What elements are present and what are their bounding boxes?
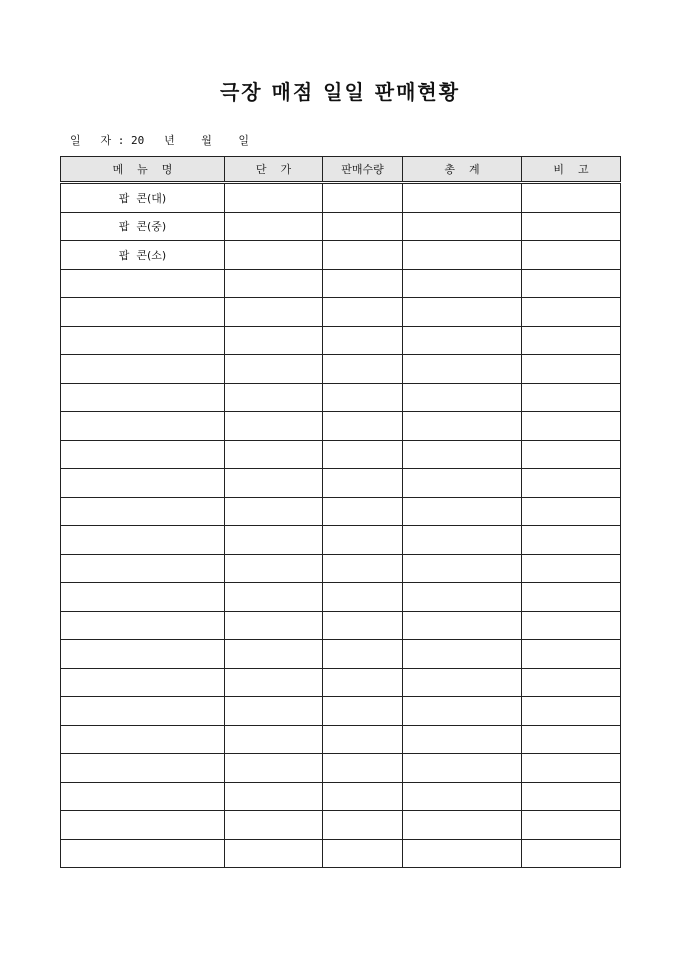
cell-menu-name[interactable]: 팝 콘(소): [61, 241, 225, 270]
cell-quantity[interactable]: [323, 212, 403, 241]
cell-remarks[interactable]: [522, 212, 621, 241]
cell-unit-price[interactable]: [225, 611, 323, 640]
cell-quantity[interactable]: [323, 355, 403, 384]
cell-quantity[interactable]: [323, 839, 403, 868]
cell-quantity[interactable]: [323, 554, 403, 583]
cell-total[interactable]: [403, 383, 522, 412]
cell-quantity[interactable]: [323, 440, 403, 469]
cell-menu-name[interactable]: [61, 640, 225, 669]
cell-remarks[interactable]: [522, 725, 621, 754]
table-row: [61, 782, 621, 811]
cell-unit-price[interactable]: [225, 212, 323, 241]
table-row: [61, 440, 621, 469]
cell-remarks[interactable]: [522, 269, 621, 298]
cell-menu-name[interactable]: [61, 668, 225, 697]
table-row: [61, 183, 621, 213]
cell-quantity[interactable]: [323, 469, 403, 498]
cell-total[interactable]: [403, 298, 522, 327]
table-row: [61, 383, 621, 412]
cell-quantity[interactable]: [323, 269, 403, 298]
cell-total[interactable]: [403, 554, 522, 583]
table-row: [61, 697, 621, 726]
header-remarks: 비 고: [522, 157, 621, 183]
table-body: [61, 183, 621, 868]
cell-unit-price[interactable]: [225, 640, 323, 669]
cell-unit-price[interactable]: [225, 668, 323, 697]
cell-unit-price[interactable]: [225, 839, 323, 868]
table-row: [61, 583, 621, 612]
table-row: [61, 326, 621, 355]
cell-quantity[interactable]: [323, 611, 403, 640]
table-row: [61, 754, 621, 783]
cell-unit-price[interactable]: [225, 183, 323, 213]
cell-menu-name[interactable]: 팝 콘(대): [61, 183, 225, 213]
cell-unit-price[interactable]: [225, 782, 323, 811]
cell-unit-price[interactable]: [225, 383, 323, 412]
cell-total[interactable]: [403, 611, 522, 640]
cell-unit-price[interactable]: [225, 811, 323, 840]
cell-total[interactable]: [403, 326, 522, 355]
cell-quantity[interactable]: [323, 183, 403, 213]
cell-total[interactable]: [403, 241, 522, 270]
cell-menu-name[interactable]: [61, 469, 225, 498]
table-row: [61, 355, 621, 384]
cell-remarks[interactable]: [522, 469, 621, 498]
cell-quantity[interactable]: [323, 725, 403, 754]
cell-menu-name[interactable]: [61, 298, 225, 327]
cell-menu-name[interactable]: [61, 725, 225, 754]
table-row: [61, 497, 621, 526]
cell-menu-name[interactable]: [61, 839, 225, 868]
cell-total[interactable]: [403, 469, 522, 498]
cell-quantity[interactable]: [323, 583, 403, 612]
table-row: [61, 554, 621, 583]
cell-quantity[interactable]: [323, 782, 403, 811]
cell-menu-name[interactable]: [61, 412, 225, 441]
cell-menu-name[interactable]: [61, 269, 225, 298]
cell-menu-name[interactable]: 팝 콘(중): [61, 212, 225, 241]
cell-total[interactable]: [403, 583, 522, 612]
cell-remarks[interactable]: [522, 412, 621, 441]
table-row: [61, 212, 621, 241]
cell-menu-name[interactable]: [61, 754, 225, 783]
cell-remarks[interactable]: [522, 583, 621, 612]
cell-total[interactable]: [403, 782, 522, 811]
cell-total[interactable]: [403, 183, 522, 213]
header-total: 총 계: [403, 157, 522, 183]
table-row: [61, 412, 621, 441]
header-quantity: 판매수량: [323, 157, 403, 183]
table-row: [61, 839, 621, 868]
cell-quantity[interactable]: [323, 668, 403, 697]
cell-total[interactable]: [403, 269, 522, 298]
cell-unit-price[interactable]: [225, 697, 323, 726]
cell-remarks[interactable]: [522, 782, 621, 811]
cell-remarks[interactable]: [522, 839, 621, 868]
cell-menu-name[interactable]: [61, 554, 225, 583]
cell-total[interactable]: [403, 526, 522, 555]
cell-quantity[interactable]: [323, 640, 403, 669]
cell-menu-name[interactable]: [61, 355, 225, 384]
cell-unit-price[interactable]: [225, 583, 323, 612]
cell-quantity[interactable]: [323, 383, 403, 412]
cell-remarks[interactable]: [522, 241, 621, 270]
cell-unit-price[interactable]: [225, 497, 323, 526]
cell-remarks[interactable]: [522, 668, 621, 697]
cell-menu-name[interactable]: [61, 526, 225, 555]
table-row: [61, 725, 621, 754]
cell-quantity[interactable]: [323, 754, 403, 783]
header-unit-price: 단 가: [225, 157, 323, 183]
cell-menu-name[interactable]: [61, 383, 225, 412]
cell-quantity[interactable]: [323, 697, 403, 726]
table-row: [61, 469, 621, 498]
table-header-row: [61, 157, 621, 183]
cell-remarks[interactable]: [522, 754, 621, 783]
cell-remarks[interactable]: [522, 326, 621, 355]
cell-unit-price[interactable]: [225, 469, 323, 498]
table-row: [61, 640, 621, 669]
cell-unit-price[interactable]: [225, 440, 323, 469]
cell-unit-price[interactable]: [225, 298, 323, 327]
cell-remarks[interactable]: [522, 298, 621, 327]
cell-remarks[interactable]: [522, 183, 621, 213]
cell-unit-price[interactable]: [225, 326, 323, 355]
cell-unit-price[interactable]: [225, 269, 323, 298]
document-title: 극장 매점 일일 판매현황: [219, 80, 461, 104]
table-row: [61, 811, 621, 840]
cell-quantity[interactable]: [323, 497, 403, 526]
cell-menu-name[interactable]: [61, 782, 225, 811]
date-line: 일 자 : 20 년 월 일: [70, 134, 249, 147]
cell-unit-price[interactable]: [225, 754, 323, 783]
cell-total[interactable]: [403, 668, 522, 697]
cell-total[interactable]: [403, 839, 522, 868]
cell-unit-price[interactable]: [225, 526, 323, 555]
cell-total[interactable]: [403, 725, 522, 754]
cell-unit-price[interactable]: [225, 725, 323, 754]
cell-unit-price[interactable]: [225, 241, 323, 270]
cell-menu-name[interactable]: [61, 697, 225, 726]
cell-total[interactable]: [403, 355, 522, 384]
cell-menu-name[interactable]: [61, 583, 225, 612]
cell-remarks[interactable]: [522, 355, 621, 384]
cell-remarks[interactable]: [522, 611, 621, 640]
cell-quantity[interactable]: [323, 326, 403, 355]
table-row: [61, 298, 621, 327]
cell-quantity[interactable]: [323, 526, 403, 555]
table-row: [61, 241, 621, 270]
table-row: [61, 611, 621, 640]
sales-table: [60, 156, 621, 868]
cell-unit-price[interactable]: [225, 554, 323, 583]
cell-remarks[interactable]: [522, 383, 621, 412]
cell-total[interactable]: [403, 412, 522, 441]
cell-total[interactable]: [403, 754, 522, 783]
cell-unit-price[interactable]: [225, 412, 323, 441]
cell-quantity[interactable]: [323, 241, 403, 270]
cell-total[interactable]: [403, 811, 522, 840]
table-row: [61, 269, 621, 298]
header-menu-name: 메 뉴 명: [61, 157, 225, 183]
cell-quantity[interactable]: [323, 811, 403, 840]
cell-total[interactable]: [403, 697, 522, 726]
cell-remarks[interactable]: [522, 526, 621, 555]
cell-total[interactable]: [403, 640, 522, 669]
table-row: [61, 668, 621, 697]
cell-menu-name[interactable]: [61, 440, 225, 469]
cell-remarks[interactable]: [522, 554, 621, 583]
cell-remarks[interactable]: [522, 640, 621, 669]
cell-menu-name[interactable]: [61, 611, 225, 640]
cell-menu-name[interactable]: [61, 811, 225, 840]
cell-remarks[interactable]: [522, 440, 621, 469]
cell-unit-price[interactable]: [225, 355, 323, 384]
cell-total[interactable]: [403, 497, 522, 526]
cell-quantity[interactable]: [323, 298, 403, 327]
cell-quantity[interactable]: [323, 412, 403, 441]
cell-total[interactable]: [403, 440, 522, 469]
cell-remarks[interactable]: [522, 811, 621, 840]
cell-menu-name[interactable]: [61, 326, 225, 355]
cell-remarks[interactable]: [522, 497, 621, 526]
cell-menu-name[interactable]: [61, 497, 225, 526]
table-row: [61, 526, 621, 555]
cell-remarks[interactable]: [522, 697, 621, 726]
cell-total[interactable]: [403, 212, 522, 241]
